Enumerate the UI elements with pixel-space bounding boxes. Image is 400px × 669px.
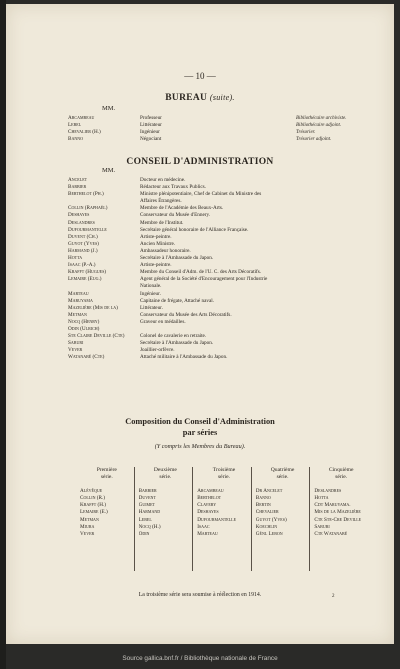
- member-name: Chevalier (H.): [68, 129, 101, 136]
- conseil-row: [68, 298, 368, 305]
- scanned-page: [6, 4, 394, 644]
- composition-title-line1: Composition du Conseil d'Administration: [125, 417, 275, 426]
- series-member: Lebel: [138, 516, 152, 523]
- composition-title-line2: par séries: [182, 428, 218, 437]
- member-name: Arcambeau: [68, 115, 95, 121]
- member-role: Négociant: [140, 136, 162, 143]
- member-name: Lebel: [68, 122, 82, 129]
- conseil-row: [68, 319, 368, 326]
- member-name: Berthelot (Ph.): [68, 191, 104, 198]
- series-column: [76, 467, 134, 571]
- conseil-row: [68, 283, 368, 290]
- member-name: Maruyama: [68, 297, 93, 304]
- member-name: Deshayes: [68, 212, 90, 219]
- conseil-row: [68, 276, 368, 283]
- series-member: Saburi: [314, 523, 330, 530]
- series-header: [314, 467, 368, 480]
- series-header: [197, 467, 251, 480]
- series-member: Barbier: [138, 488, 157, 495]
- series-column: [192, 467, 251, 571]
- series-member: Dr Ancelet: [255, 488, 283, 495]
- series-header-number: Deuxième: [153, 467, 177, 473]
- series-header-number: Première: [96, 467, 117, 473]
- conseil-mm: MM.: [102, 167, 116, 174]
- conseil-row: [68, 269, 368, 276]
- series-member: Cte Ste-Cre Deville: [314, 516, 362, 523]
- member-name: Duvent (Ch.): [68, 233, 98, 240]
- conseil-row: [68, 220, 368, 227]
- conseil-row: [68, 234, 368, 241]
- member-name: Metman: [68, 311, 87, 318]
- member-role: Artiste-peintre.: [140, 233, 172, 240]
- series-member: Harmand: [138, 509, 161, 516]
- member-role: Artiste-peintre.: [140, 262, 172, 269]
- series-member: Berthelot: [197, 495, 222, 502]
- member-name: Collin (Raphaël): [68, 205, 108, 212]
- series-member: Cte Watanabé: [314, 530, 348, 537]
- conseil-row: [68, 354, 368, 361]
- member-role: Agent général de la Société d'Encouragement pour l'Industrie: [140, 276, 268, 283]
- member-name: Nocq (Henry): [68, 318, 100, 325]
- member-name: Mazelière (Mis de la): [68, 304, 118, 311]
- conseil-row: [68, 212, 368, 219]
- composition-subtitle: (Y compris les Membres du Bureau).: [154, 443, 246, 450]
- series-header-label: série.: [276, 473, 289, 480]
- member-role: Secrétaire à l'Ambassade du Japon.: [140, 255, 214, 262]
- member-role: Secrétaire général honoraire de l'Alliance Française.: [140, 226, 249, 233]
- member-role: Professeur: [140, 115, 162, 121]
- member-name: Ste Claire Deville (Cte): [68, 333, 125, 340]
- member-role: Secrétaire à l'Ambassade du Japon.: [140, 340, 214, 347]
- member-role: Joaillier-orfèvre.: [140, 347, 175, 354]
- member-name: Krafft (Hugues): [68, 269, 107, 276]
- series-member: Deshayes: [197, 509, 219, 516]
- member-role: Rédacteur aux Travaux Publics.: [140, 184, 206, 191]
- bureau-row: [68, 122, 368, 129]
- member-role: Affaires Étrangères.: [140, 198, 182, 205]
- series-column: [309, 467, 368, 571]
- member-role: Ancien Ministre.: [140, 240, 176, 247]
- series-member: Guimet: [138, 502, 156, 509]
- bureau-row: [68, 115, 368, 122]
- series-member: Alévêque: [80, 488, 103, 495]
- member-name: Isaac (P.-A.): [68, 262, 96, 269]
- member-title: Trésorier.: [296, 130, 316, 136]
- series-member: Arcambeau: [197, 488, 224, 495]
- member-role: Conservateur du Musée d'Ennery.: [140, 212, 211, 219]
- member-name: Banno: [68, 136, 84, 143]
- conseil-row: [68, 291, 368, 298]
- series-member: Banno: [255, 495, 271, 502]
- member-name: Saburi: [68, 340, 84, 347]
- member-role: Littérateur.: [140, 304, 163, 311]
- series-member: Metman: [80, 516, 99, 523]
- member-name: Hotta: [68, 255, 83, 262]
- conseil-row: [68, 198, 368, 205]
- bureau-row: [68, 129, 368, 136]
- conseil-row: [68, 333, 368, 340]
- member-title: Bibliothécaire archiviste.: [296, 116, 347, 121]
- conseil-row: [68, 248, 368, 255]
- member-name: Lemaire (Eug.): [68, 276, 102, 283]
- series-member: Génl Lebon: [255, 530, 283, 537]
- series-member: Cdt Maruyama.: [314, 502, 351, 509]
- series-member: Clavery: [197, 502, 217, 509]
- member-name: Dufourmantelle: [68, 226, 107, 233]
- series-member: Odin: [138, 530, 150, 537]
- series-member: Collin (R.): [80, 495, 105, 502]
- conseil-title: CONSEIL D'ADMINISTRATION: [126, 157, 274, 167]
- conseil-row: [68, 227, 368, 234]
- member-role: Nationale.: [140, 283, 162, 290]
- series-column: [251, 467, 310, 571]
- conseil-row: [68, 177, 368, 184]
- series-member: Krafft (H.): [80, 502, 106, 509]
- member-role: Docteur en médecine.: [140, 177, 186, 183]
- series-member: Deslandres: [314, 488, 342, 495]
- member-name: Guyot (Yves): [68, 240, 99, 247]
- member-role: Capitaine de frégate, Attaché naval.: [140, 297, 215, 304]
- member-role: Ingénieur.: [140, 290, 161, 297]
- member-name: Vever: [68, 347, 83, 354]
- bureau-list: [68, 115, 368, 143]
- series-member: Koechlin: [255, 523, 278, 530]
- member-name: Harmand (J.): [68, 247, 98, 254]
- series-member: Dufourmantelle: [197, 516, 237, 523]
- member-name: Watanabé (Cte): [68, 354, 105, 361]
- bureau-suffix: (suite).: [209, 93, 235, 102]
- member-role: Graveur en médailles.: [140, 318, 186, 325]
- member-role: Attaché militaire à l'Ambassade du Japon.: [140, 354, 228, 361]
- member-role: Membre de l'Académie des Beaux-Arts.: [140, 205, 224, 212]
- member-name: Marteau: [68, 290, 89, 297]
- member-name: Ancelet: [68, 177, 88, 183]
- bureau-title: BUREAU: [165, 93, 208, 103]
- source-credit: Source gallica.bnf.fr / Bibliothèque nationale de France: [122, 655, 278, 662]
- series-member: Nocq (H.): [138, 523, 161, 530]
- series-header-label: série.: [335, 473, 348, 480]
- page-number: — 10 —: [184, 71, 216, 81]
- member-role: Conservateur du Musée des Arts Décoratifs.: [140, 311, 232, 318]
- conseil-row: [68, 347, 368, 354]
- member-role: Littérateur: [140, 122, 162, 129]
- series-member: Bertin: [255, 502, 271, 509]
- conseil-row: [68, 340, 368, 347]
- conseil-list: [68, 177, 368, 361]
- series-header-label: série.: [218, 473, 230, 480]
- footnote: La troisième série sera soumise à réélection en 1914.: [138, 592, 262, 598]
- series-member: Lemaire (E.): [80, 509, 108, 516]
- series-member: Mis de la Mazelière: [314, 509, 361, 516]
- series-header-label: série.: [159, 473, 172, 480]
- series-member: Miura: [80, 523, 95, 530]
- conseil-row: [68, 255, 368, 262]
- bureau-mm: MM.: [102, 105, 116, 112]
- member-role: Membre de l'Institut.: [140, 219, 184, 226]
- series-member: Hotta: [314, 495, 329, 502]
- conseil-row: [68, 312, 368, 319]
- member-role: Ingénieur: [140, 129, 160, 136]
- series-member: Guyot (Yves): [255, 516, 287, 523]
- conseil-row: [68, 205, 368, 212]
- series-header: [139, 467, 193, 480]
- series-header: [256, 467, 310, 480]
- member-role: Membre du Conseil d'Adm. de l'U. C. des Arts Décoratifs.: [140, 269, 262, 276]
- member-title: Bibliothécaire adjoint.: [296, 123, 342, 129]
- series-header: [80, 467, 134, 480]
- series-member: Marteau: [197, 530, 218, 537]
- series-header-label: série.: [100, 473, 113, 480]
- member-name: [68, 283, 140, 290]
- bureau-heading: [6, 93, 394, 103]
- series-header-number: Quatrième: [270, 467, 295, 473]
- member-name: Deslandres: [68, 219, 95, 226]
- conseil-row: [68, 241, 368, 248]
- member-role: [140, 326, 368, 333]
- member-name: [68, 198, 140, 205]
- series-member: Chevalier: [255, 509, 279, 516]
- series-column: [134, 467, 193, 571]
- member-title: Trésorier adjoint.: [296, 137, 332, 143]
- series-table: [76, 467, 368, 571]
- member-role: Ministre plénipotentiaire, Chef de Cabinet du Ministre des: [140, 191, 262, 198]
- member-name: Barbier: [68, 184, 87, 191]
- member-role: Ambassadeur honoraire.: [140, 247, 191, 254]
- conseil-row: [68, 305, 368, 312]
- series-member: Isaac: [197, 523, 210, 530]
- conseil-row: [68, 191, 368, 198]
- conseil-row: [68, 326, 368, 333]
- series-header-number: Troisième: [212, 467, 236, 473]
- series-member: Duvent: [138, 495, 156, 502]
- series-member: Vever: [80, 530, 95, 537]
- series-header-number: Cinquième: [328, 467, 354, 473]
- page-mark: 2: [332, 594, 335, 599]
- bureau-row: [68, 136, 368, 143]
- member-name: Odin (Ulrich): [68, 325, 100, 332]
- member-role: Colonel de cavalerie en retraite.: [140, 333, 207, 340]
